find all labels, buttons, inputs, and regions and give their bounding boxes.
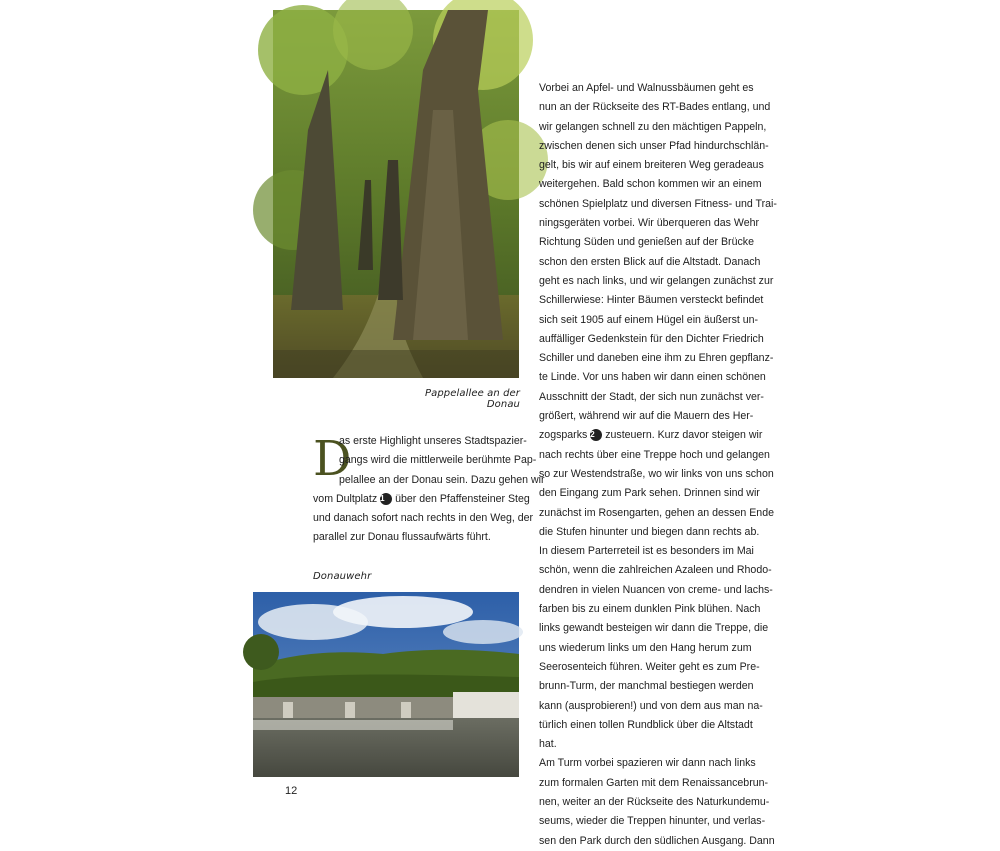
text-line: den Eingang zum Park sehen. Drinnen sind wir [539,487,760,500]
text-line: Am Turm vorbei spazieren wir dann nach links [539,757,756,770]
text-line: as erste Highlight unseres Stadtspazier- [339,435,527,447]
text-line: Schillerwiese: Hinter Bäumen versteckt befindet [539,294,764,307]
drop-cap: D [313,431,352,487]
poplar-alley-photo [273,10,519,378]
danube-weir-photo [253,592,519,777]
main-paragraph [539,79,777,851]
text-line: wir gelangen schnell zu den mächtigen Pappeln, [539,120,767,133]
text-line: schön, wenn die zahlreichen Azaleen und Rhodo- [539,564,772,577]
text-line: brunn-Turm, der manchmal bestiegen werden [539,680,754,693]
text-line: links gewandt besteigen wir dann die Treppe, die [539,622,769,635]
text-line: In diesem Parterreteil ist es besonders im Mai [539,545,754,558]
text-line [313,490,530,509]
text-fragment: über den Pfaffensteiner Steg [395,492,530,505]
text-line: sich seit 1905 auf einem Hügel ein äußerst un- [539,313,759,326]
text-fragment: zogsparks [539,429,588,442]
text-line: ningsgeräten vorbei. Wir überqueren das Wehr [539,217,760,230]
text-line: schönen Spielplatz und diversen Fitness- und Trai- [539,197,777,210]
text-line: zwischen denen sich unser Pfad hindurchschlän- [539,139,769,152]
text-line: so zur Westendstraße, wo wir links von uns schon [539,467,774,480]
page-number: 12 [285,785,298,797]
text-line: Richtung Süden und genießen auf der Brücke [539,236,754,249]
text-line: parallel zur Donau flussaufwärts führt. [313,531,491,544]
text-line: türlich einen tollen Rundblick über die Altstadt [539,718,753,731]
text-line: gelt, bis wir auf einem breiteren Weg geradeaus [539,159,764,172]
marker-2-icon: 2 [590,429,602,441]
text-line: Seerosenteich führen. Weiter geht es zum Pre- [539,660,760,673]
text-line: uns wiederum links um den Hang herum zum [539,641,752,654]
text-line: geht es nach links, und wir gelangen zunächst zur [539,274,774,287]
text-line: dendren in vielen Nuancen von creme- und lachs- [539,583,773,596]
text-line: auffälliger Gedenkstein für den Dichter Friedrich [539,332,764,345]
text-line: zunächst im Rosengarten, gehen an dessen Ende [539,506,774,519]
text-line: die Stufen hinunter und biegen dann rechts ab. [539,525,760,538]
text-line: kann (ausprobieren!) und von dem aus man na- [539,699,763,712]
text-line: weitergehen. Bald schon kommen wir an einem [539,178,762,191]
marker-1-icon: 1 [380,493,392,505]
text-line: Vorbei an Apfel- und Walnussbäumen geht es [539,82,754,94]
text-line: te Linde. Vor uns haben wir dann einen schönen [539,371,766,384]
text-line: und danach sofort nach rechts in den Weg, der [313,512,534,525]
weir-photo-caption: Donauwehr [313,571,372,582]
text-line: hat. [539,738,557,751]
text-line: gangs wird die mittlerweile berühmte Pap- [339,454,537,467]
text-line: nen, weiter an der Rückseite des Naturkundemu- [539,795,770,808]
text-line: nun an der Rückseite des RT-Bades entlang, und [539,101,771,114]
text-line: Schiller und daneben eine ihm zu Ehren gepflanz- [539,352,774,365]
text-line [539,426,763,445]
text-line: seums, wieder die Treppen hinunter, und verlas- [539,815,766,828]
text-line: größert, während wir auf die Mauern des Her- [539,410,754,423]
text-line: pelallee an der Donau sein. Dazu gehen wir [339,473,545,486]
intro-paragraph [313,432,545,548]
poplar-photo-caption: Pappelallee an der Donau [424,388,520,410]
text-line: zum formalen Garten mit dem Renaissancebrun- [539,776,769,789]
text-line: sen den Park durch den südlichen Ausgang. Dann [539,834,775,847]
text-line: farben bis zu einem dunklen Pink blühen. Nach [539,603,761,616]
text-line: Ausschnitt der Stadt, der sich nun zunächst ver- [539,390,764,403]
text-fragment: zusteuern. Kurz davor steigen wir [605,429,763,442]
text-fragment: vom Dultplatz [313,492,378,505]
text-line: schon den ersten Blick auf die Altstadt. Danach [539,255,761,268]
text-line: nach rechts über eine Treppe hoch und gelangen [539,448,770,461]
